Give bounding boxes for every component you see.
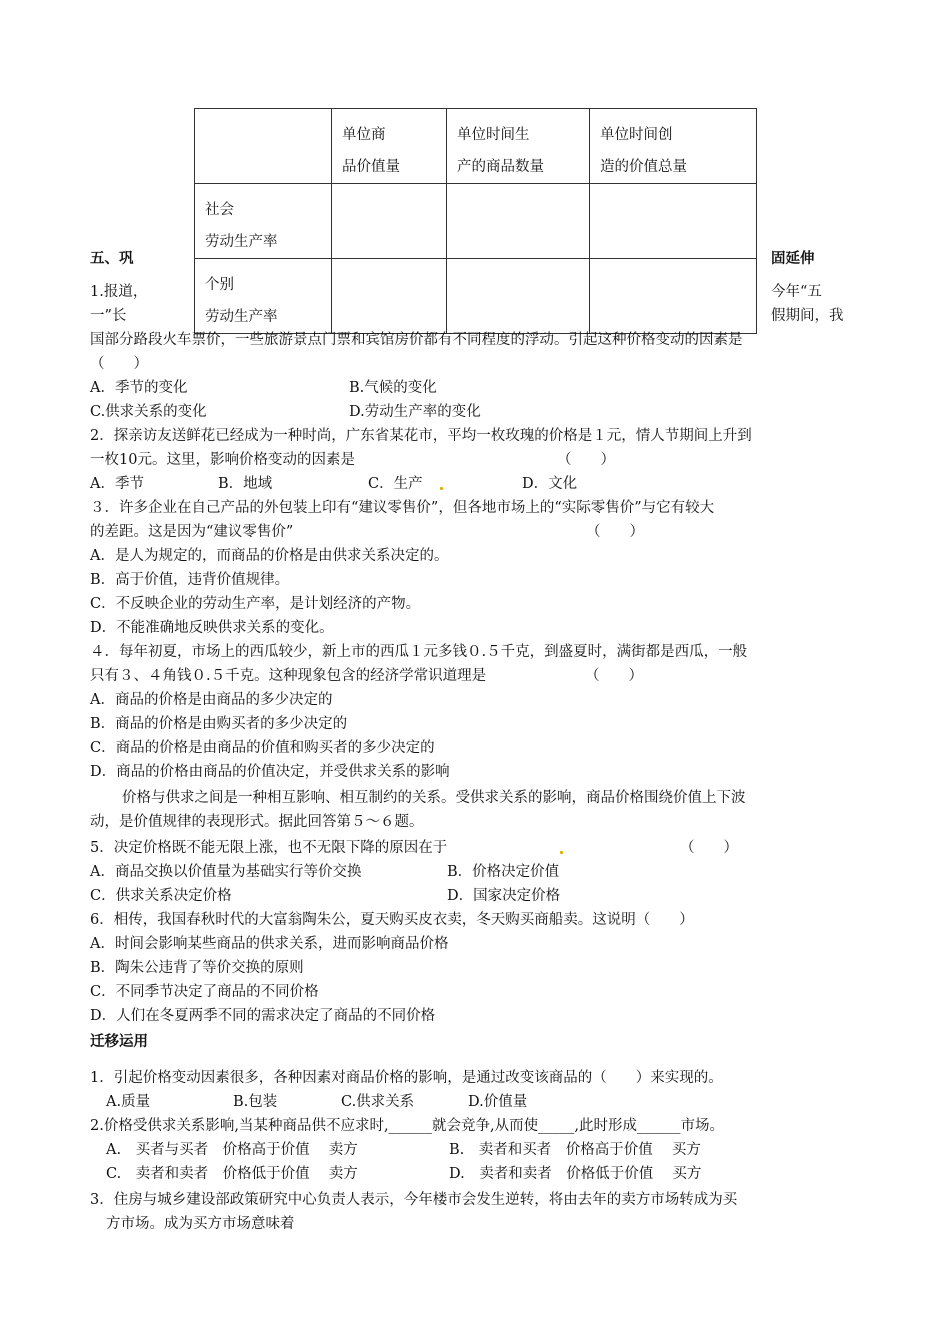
q3-option-a: A．是人为规定的，而商品的价格是由供求关系决定的。: [90, 548, 449, 564]
table-cell: [590, 259, 757, 334]
q1-line1-left: 1.报道，: [90, 284, 148, 300]
q1-option-a: A．季节的变化: [90, 380, 188, 396]
q6-option-a: A．时间会影响某些商品的供求关系，进而影响商品价格: [90, 936, 449, 952]
q5-answer-paren: （ ）: [680, 840, 738, 856]
q1-option-c: C.供求关系的变化: [90, 404, 207, 420]
row-label-social-line1: 社会: [205, 202, 234, 218]
m2-option-c: C. 卖者和卖者 价格低于价值 卖方: [106, 1166, 358, 1182]
stray-dot: [560, 851, 563, 854]
q3-option-d: D．不能准确地反映供求关系的变化。: [90, 620, 334, 636]
m3-line1: 3．住房与城乡建设部政策研究中心负责人表示，今年楼市会发生逆转，将由去年的卖方市场转成为买: [90, 1192, 738, 1208]
row-label-individual: [195, 259, 332, 334]
m2-option-b: B. 卖者和买者 价格高于价值 买方: [449, 1142, 701, 1158]
header-unit-quantity: [447, 109, 590, 184]
q3-answer-paren: （ ）: [586, 524, 644, 540]
m2-option-d: D. 卖者和卖者 价格低于价值 买方: [449, 1166, 702, 1182]
q2-line2: 一枚10元。这里，影响价格变动的因素是: [90, 452, 355, 468]
q4-line2: 只有３、４角钱０.５千克。这种现象包含的经济学常识道理是: [90, 668, 487, 684]
m2-line1: 2.价格受供求关系影响,当某种商品供不应求时,______就会竞争,从而使_____,此时形成______市场。: [90, 1118, 725, 1134]
q6-option-c: C．不同季节决定了商品的不同价格: [90, 984, 319, 1000]
q2-option-d: D．文化: [522, 476, 578, 492]
header-total-value-line1: 单位时间创: [600, 127, 673, 143]
table-cell: [447, 184, 590, 259]
q4-option-a: A．商品的价格是由商品的多少决定的: [90, 692, 333, 708]
q5-option-a: A．商品交换以价值量为基础实行等价交换: [90, 864, 362, 880]
q1-line3: 国部分路段火车票价，一些旅游景点门票和宾馆房价都有不同程度的浮动。引起这种价格变动的因素是: [90, 332, 743, 348]
header-unit-quantity-line2: 产的商品数量: [457, 159, 544, 175]
q1-option-b: B.气候的变化: [349, 380, 437, 396]
m1-option-c: C.供求关系: [341, 1094, 415, 1110]
header-unit-value-line1: 单位商: [342, 127, 386, 143]
header-total-value-line2: 造的价值总量: [600, 159, 687, 175]
table-cell: [332, 184, 447, 259]
q2-option-b: B．地域: [218, 476, 273, 492]
q1-option-d: D.劳动生产率的变化: [349, 404, 481, 420]
q4-option-b: B．商品的价格是由购买者的多少决定的: [90, 716, 348, 732]
productivity-table: [194, 108, 757, 334]
q4-line1: ４．每年初夏，市场上的西瓜较少，新上市的西瓜１元多钱０.５千克，到盛夏时，满街都是西瓜，一般: [90, 644, 748, 660]
q2-option-a: A．季节: [90, 476, 144, 492]
section-heading-transfer: 迁移运用: [90, 1034, 148, 1050]
q6-option-d: D．人们在冬夏两季不同的需求决定了商品的不同价格: [90, 1008, 436, 1024]
q3-option-c: C．不反映企业的劳动生产率，是计划经济的产物。: [90, 596, 421, 612]
q6-option-b: B．陶朱公违背了等价交换的原则: [90, 960, 304, 976]
q1-line2-right: 假期间，我: [771, 308, 844, 324]
q2-answer-paren: （ ）: [557, 452, 615, 468]
q5-line1: 5．决定价格既不能无限上涨，也不无限下降的原因在于: [90, 840, 448, 856]
q3-line1: ３．许多企业在自己产品的外包装上印有“建议零售价”，但各地市场上的“实际零售价”与它有较大: [90, 500, 715, 516]
q4-answer-paren: （ ）: [585, 668, 643, 684]
q3-option-b: B．高于价值，违背价值规律。: [90, 572, 290, 588]
q6-line1: 6．相传，我国春秋时代的大富翁陶朱公，夏天购买皮衣卖，冬天购买商船卖。这说明（ ）: [90, 912, 694, 928]
q4-option-c: C．商品的价格是由商品的价值和购买者的多少决定的: [90, 740, 435, 756]
q1-line1-right: 今年“五: [771, 284, 822, 300]
table-row: [195, 259, 757, 334]
m1-option-a: A.质量: [106, 1094, 151, 1110]
table-corner-cell: [195, 109, 332, 184]
q5-option-b: B．价格决定价值: [447, 864, 560, 880]
header-total-value: [590, 109, 757, 184]
row-label-individual-line1: 个别: [205, 277, 234, 293]
table-header-row: [195, 109, 757, 184]
q3-line2: 的差距。这是因为“建议零售价”: [90, 524, 294, 540]
m1-option-d: D.价值量: [468, 1094, 528, 1110]
row-label-social-line2: 劳动生产率: [205, 234, 278, 250]
header-unit-quantity-line1: 单位时间生: [457, 127, 530, 143]
table-cell: [447, 259, 590, 334]
q2-option-c: C．生产: [368, 476, 423, 492]
section-heading-left: 五、巩: [90, 251, 134, 267]
table-row: [195, 184, 757, 259]
q1-line2-left: 一”长: [90, 308, 127, 324]
q2-line1: 2．探亲访友送鲜花已经成为一种时尚，广东省某花市，平均一枚玫瑰的价格是１元，情人节期间上升到: [90, 428, 752, 444]
row-label-individual-line2: 劳动生产率: [205, 309, 278, 325]
section-heading-right: 固延伸: [771, 251, 815, 267]
q4-option-d: D．商品的价格由商品的价值决定，并受供求关系的影响: [90, 764, 450, 780]
m1-option-b: B.包装: [233, 1094, 278, 1110]
q5-option-d: D．国家决定价格: [447, 888, 561, 904]
q5-option-c: C．供求关系决定价格: [90, 888, 232, 904]
q1-answer-paren: （ ）: [90, 356, 148, 372]
m3-line2: 方市场。成为买方市场意味着: [106, 1216, 295, 1232]
m1-line1: 1．引起价格变动因素很多，各种因素对商品价格的影响，是通过改变该商品的（ ）来实现的。: [90, 1070, 723, 1086]
row-label-social: [195, 184, 332, 259]
header-unit-value-line2: 品价值量: [342, 159, 400, 175]
header-unit-value: [332, 109, 447, 184]
passage-line2: 动，是价值规律的表现形式。据此回答第５～６题。: [90, 814, 424, 830]
stray-dot: [440, 487, 443, 490]
m2-option-a: A. 买者与买者 价格高于价值 卖方: [106, 1142, 358, 1158]
table-cell: [590, 184, 757, 259]
passage-line1: 价格与供求之间是一种相互影响、相互制约的关系。受供求关系的影响，商品价格围绕价值上下波: [122, 790, 746, 806]
table-cell: [332, 259, 447, 334]
